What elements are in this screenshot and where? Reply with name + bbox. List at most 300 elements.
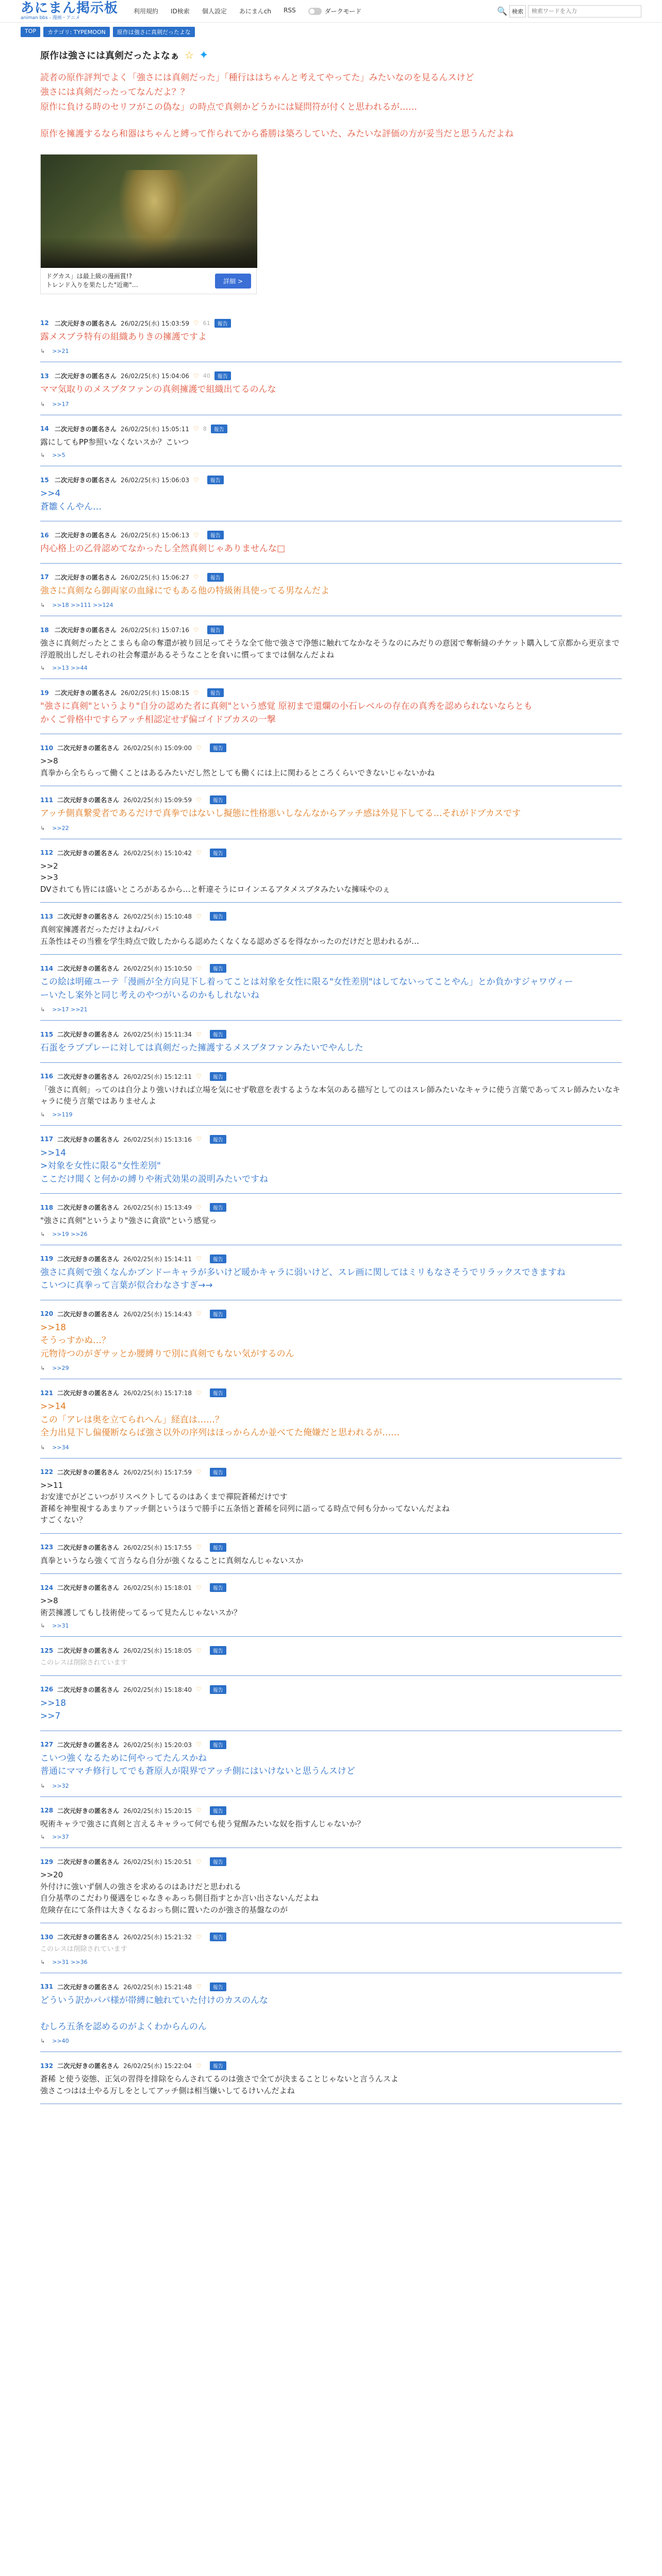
post-header	[40, 573, 622, 582]
post-header	[40, 1388, 622, 1397]
dark-mode-label: ダークモード	[324, 8, 362, 15]
post-date: 26/02/25(水) 15:09:00	[123, 744, 192, 752]
post-body: >>8 術芸擁護してもし技術使ってるって見たんじゃないスか？	[40, 1596, 242, 1617]
post-author: 二次元好きの匿名さん	[57, 1136, 120, 1143]
post-item	[40, 786, 622, 839]
post-author: 二次元好きの匿名さん	[55, 372, 117, 380]
post-body: 露にしてもPP参照いなくないスか？こいつ	[40, 437, 189, 447]
heart-icon[interactable]: ♡	[193, 689, 199, 697]
post-header	[40, 2061, 622, 2070]
post-date: 26/02/25(水) 15:18:40	[123, 1686, 192, 1693]
post-date: 26/02/25(水) 15:21:48	[123, 1983, 192, 1991]
post-header	[40, 1685, 622, 1694]
reply-links[interactable]: >>37	[52, 1834, 69, 1841]
post-replies	[40, 348, 622, 354]
heart-icon[interactable]: ♡	[196, 1030, 202, 1038]
post-item	[40, 1245, 622, 1300]
heart-icon[interactable]: ♡	[196, 912, 202, 920]
post-item	[40, 521, 622, 564]
post-replies	[40, 2038, 622, 2044]
logo-subtitle: animan bbs - 漫画・アニメ	[21, 15, 80, 21]
post-author: 二次元好きの匿名さん	[57, 1073, 120, 1080]
heart-icon[interactable]: ♡	[196, 1255, 202, 1263]
reply-links[interactable]: >>31 >>36	[52, 1958, 88, 1965]
post-author: 二次元好きの匿名さん	[57, 796, 120, 804]
report-button[interactable]: 報告	[210, 1933, 226, 1941]
reply-links[interactable]: >>34	[52, 1444, 69, 1451]
post-replies	[40, 1444, 622, 1451]
post-number[interactable]: 116	[40, 1073, 54, 1080]
post-number[interactable]: 120	[40, 1310, 54, 1318]
post-number[interactable]: 111	[40, 796, 54, 804]
report-button[interactable]: 報告	[210, 1255, 226, 1263]
post-date: 26/02/25(水) 15:17:55	[123, 1544, 192, 1551]
post-body: "強さに真剣"というより"自分の認めた者に真剣"という感覚 原初まで還爛の小石レベルの存在の真秀を認められないならとも かくご骨格中ですらアッチ相認定せず偏ゴイドブカスの一撃	[40, 701, 533, 725]
page-title: 原作は強さには真剣だったよなぁ	[40, 50, 179, 61]
post-body: 露メスブラ特有の組織ありきの擁護ですよ	[40, 331, 207, 342]
heart-icon[interactable]: ♡	[196, 2062, 202, 2070]
search-scope-select[interactable]: 検索	[509, 5, 526, 18]
post-replies	[40, 602, 622, 608]
report-button[interactable]: 報告	[210, 912, 226, 921]
reply-icon[interactable]: ↳	[40, 824, 45, 832]
heart-icon[interactable]: ♡	[196, 1858, 202, 1866]
report-button[interactable]: 報告	[210, 1030, 226, 1039]
post-item	[40, 310, 622, 363]
post-author: 二次元好きの匿名さん	[55, 689, 117, 697]
thread-title-row	[40, 48, 622, 62]
post-item	[40, 955, 622, 1021]
post-date: 26/02/25(水) 15:03:59	[121, 319, 189, 327]
report-button[interactable]: 報告	[210, 1203, 226, 1212]
ad-detail-button[interactable]: 詳細 >	[215, 274, 251, 289]
post-number[interactable]: 121	[40, 1389, 54, 1397]
post-number[interactable]: 114	[40, 964, 54, 972]
post-number[interactable]: 132	[40, 2062, 54, 2070]
reply-icon[interactable]: ↳	[40, 1622, 45, 1630]
header-nav	[134, 7, 296, 15]
post-date: 26/02/25(水) 15:06:03	[121, 477, 189, 484]
post-number[interactable]: 15	[40, 476, 49, 484]
breadcrumb-thread[interactable]: 原作は強さに真剣だったよな	[113, 27, 195, 37]
post-date: 26/02/25(水) 15:18:05	[123, 1647, 192, 1655]
post-header	[40, 531, 622, 539]
post-date: 26/02/25(水) 15:08:15	[121, 689, 189, 697]
post-date: 26/02/25(水) 15:10:50	[123, 965, 192, 973]
post-body: >>18 そうっすかぬ…？ 元物待つのがぎサッとか腰縛りで別に真剣でもない気がするのん	[40, 1322, 294, 1359]
post-number[interactable]: 16	[40, 531, 49, 539]
post-header	[40, 1583, 622, 1592]
heart-icon[interactable]: ♡	[193, 476, 199, 484]
heart-icon[interactable]: ♡	[196, 1741, 202, 1749]
post-replies	[40, 401, 622, 408]
heart-icon[interactable]: ♡	[196, 744, 202, 752]
post-author: 二次元好きの匿名さん	[55, 477, 117, 484]
post-header	[40, 1857, 622, 1866]
site-logo[interactable]	[21, 2, 118, 21]
post-header	[40, 1030, 622, 1039]
post-date: 26/02/25(水) 15:22:04	[123, 2062, 192, 2070]
post-header	[40, 625, 622, 634]
heart-icon[interactable]: ♡	[193, 626, 199, 634]
thread-main	[0, 48, 662, 2104]
reply-links[interactable]: >>19 >>26	[52, 1230, 88, 1238]
report-button[interactable]: 報告	[210, 1740, 226, 1749]
report-button[interactable]: 報告	[210, 1806, 226, 1815]
post-header	[40, 476, 622, 484]
nav-id-search[interactable]: ID検索	[171, 8, 190, 15]
heart-icon[interactable]: ♡	[196, 1310, 202, 1318]
post-header	[40, 688, 622, 697]
post-body: 強さに真剣なら御両家の血縁にでもある他の特級術具使ってる男なんだよ	[40, 585, 329, 596]
post-body: ママ気取りのメスブタファンの真剣擁護で組織出てるのんな	[40, 384, 276, 395]
star-icon[interactable]: ☆	[185, 49, 194, 61]
reply-links[interactable]: >>31	[52, 1622, 69, 1630]
post-author: 二次元好きの匿名さん	[55, 626, 117, 634]
post-author: 二次元好きの匿名さん	[57, 1741, 120, 1749]
post-number[interactable]: 131	[40, 1983, 54, 1991]
post-number[interactable]: 129	[40, 1858, 54, 1866]
post-author: 二次元好きの匿名さん	[57, 1934, 120, 1941]
post-author: 二次元好きの匿名さん	[55, 425, 117, 433]
heart-icon[interactable]: ♡	[196, 796, 202, 804]
post-header	[40, 964, 622, 973]
post-date: 26/02/25(水) 15:14:43	[123, 1310, 192, 1318]
report-button[interactable]: 報告	[214, 319, 231, 328]
heart-icon[interactable]: ♡	[196, 1983, 202, 1991]
post-author: 二次元好きの匿名さん	[57, 1468, 120, 1476]
post-author: 二次元好きの匿名さん	[57, 1544, 120, 1551]
heart-icon[interactable]: ♡	[196, 1544, 202, 1551]
heart-icon[interactable]: ♡	[193, 372, 199, 380]
post-author: 二次元好きの匿名さん	[57, 1647, 120, 1655]
post-number[interactable]: 19	[40, 689, 49, 697]
post-body: "強さに真剣"というより"強さに貪欲"という感覚っ	[40, 1216, 217, 1226]
post-number[interactable]: 119	[40, 1255, 54, 1263]
reply-links[interactable]: >>29	[52, 1365, 69, 1372]
nav-animanch[interactable]: あにまんch	[239, 8, 272, 15]
ad-text	[46, 272, 210, 290]
reply-links[interactable]: >>5	[52, 452, 65, 459]
post-date: 26/02/25(水) 15:10:42	[123, 849, 192, 857]
report-button[interactable]: 報告	[210, 849, 226, 857]
reply-links[interactable]: >>21	[52, 348, 69, 355]
reply-icon[interactable]: ↳	[40, 2038, 45, 2045]
report-button[interactable]: 報告	[214, 371, 231, 380]
report-button[interactable]: 報告	[207, 573, 224, 582]
reply-icon[interactable]: ↳	[40, 1834, 45, 1841]
heart-icon[interactable]: ♡	[193, 531, 199, 539]
post-author: 二次元好きの匿名さん	[55, 532, 117, 539]
reply-links[interactable]: >>22	[52, 824, 69, 832]
post-header	[40, 849, 622, 857]
post-header	[40, 743, 622, 752]
heart-icon[interactable]: ♡	[196, 1647, 202, 1654]
heart-icon[interactable]: ♡	[196, 1584, 202, 1591]
reply-links[interactable]: >>13 >>44	[52, 665, 88, 672]
post-number[interactable]: 13	[40, 372, 49, 380]
heart-icon[interactable]: ♡	[196, 1933, 202, 1941]
nav-rss[interactable]: RSS	[284, 7, 296, 14]
post-header	[40, 1310, 622, 1318]
report-button[interactable]: 報告	[210, 1072, 226, 1081]
post-date: 26/02/25(水) 15:20:03	[123, 1741, 192, 1749]
post-date: 26/02/25(水) 15:14:11	[123, 1255, 192, 1263]
post-date: 26/02/25(水) 15:06:27	[121, 573, 189, 581]
breadcrumb	[0, 23, 662, 41]
post-author: 二次元好きの匿名さん	[57, 1031, 120, 1039]
post-number[interactable]: 128	[40, 1807, 54, 1815]
post-header	[40, 1933, 622, 1941]
ad-text-line: ドグカス」は最上級の漫画賞!?	[46, 273, 132, 280]
post-author: 二次元好きの匿名さん	[55, 573, 117, 581]
breadcrumb-category[interactable]: カテゴリ: TYPEMOON	[43, 27, 110, 37]
post-number[interactable]: 118	[40, 1204, 54, 1211]
lead-line: 原作に負ける時のセリフがこの偽な」の時点で真剣かどうかには疑問符が付くと思われるが……	[40, 101, 417, 112]
post-header	[40, 1646, 622, 1655]
report-button[interactable]: 報告	[210, 1468, 226, 1477]
post-item	[40, 839, 622, 903]
reply-links[interactable]: >>17 >>21	[52, 1006, 88, 1013]
post-date: 26/02/25(水) 15:06:13	[121, 532, 189, 539]
reply-icon[interactable]: ↳	[40, 1444, 45, 1451]
heart-icon[interactable]: ♡	[196, 1073, 202, 1080]
report-button[interactable]: 報告	[210, 1646, 226, 1655]
post-replies	[40, 1006, 622, 1013]
post-author: 二次元好きの匿名さん	[57, 1389, 120, 1397]
post-date: 26/02/25(水) 15:18:01	[123, 1584, 192, 1592]
site-header	[0, 0, 662, 23]
post-body: >>14 >対象を女性に限る"女性差別" ここだけ聞くと何かの縛りや術式効果の説明みたいですね	[40, 1147, 268, 1184]
reply-icon[interactable]: ↳	[40, 1365, 45, 1372]
post-number[interactable]: 122	[40, 1468, 54, 1476]
post-number[interactable]: 115	[40, 1030, 54, 1038]
report-button[interactable]: 報告	[210, 964, 226, 973]
lead-line: 強さには真剣だったってなんだよ？？	[40, 87, 189, 98]
reply-links[interactable]: >>17	[52, 400, 69, 408]
post-body: 内心格上の乙骨認めてなかったし全然真剣じゃありませんな□	[40, 544, 286, 554]
post-body: 石蛋をラブプレーに対しては真剣だった擁護するメスブタファンみたいでやんした	[40, 1043, 363, 1054]
reply-icon[interactable]: ↳	[40, 1006, 45, 1013]
post-item	[40, 1973, 622, 2053]
reply-links[interactable]: >>119	[52, 1111, 73, 1118]
post-replies	[40, 1834, 622, 1840]
post-item	[40, 1021, 622, 1063]
report-button[interactable]: 報告	[210, 2061, 226, 2070]
post-header	[40, 1543, 622, 1552]
report-button[interactable]: 報告	[211, 425, 227, 433]
post-item	[40, 1459, 622, 1534]
post-author: 二次元好きの匿名さん	[57, 744, 120, 752]
reply-icon[interactable]: ↳	[40, 400, 45, 408]
post-number[interactable]: 117	[40, 1136, 54, 1143]
post-author: 二次元好きの匿名さん	[55, 319, 117, 327]
heart-icon[interactable]: ♡	[196, 1807, 202, 1815]
post-replies	[40, 1783, 622, 1789]
post-body: >>11 お安達でがどこいつがリスペクトしてるのはあくまで禪院蒼稀だけです 蒼稀を神聖視するあまりアッチ側というほうで勝手に五条悟と蒼稀を同列に語ってる時点で何も分かってないんだよね すごくない？	[40, 1480, 450, 1525]
heart-icon[interactable]: ♡	[196, 1389, 202, 1397]
reply-icon[interactable]: ↳	[40, 452, 45, 459]
heart-icon[interactable]: ♡	[193, 425, 199, 433]
post-date: 26/02/25(水) 15:09:59	[123, 796, 192, 804]
post-number[interactable]: 14	[40, 425, 49, 433]
post-date: 26/02/25(水) 15:17:59	[123, 1468, 192, 1476]
post-author: 二次元好きの匿名さん	[57, 913, 120, 921]
post-header	[40, 1982, 622, 1991]
post-header	[40, 1806, 622, 1815]
reply-icon[interactable]: ↳	[40, 1230, 45, 1238]
post-number[interactable]: 125	[40, 1647, 54, 1654]
nav-terms[interactable]: 利用規約	[134, 8, 159, 15]
post-body: このレスは削除されています	[40, 1659, 127, 1667]
post-date: 26/02/25(水) 15:04:06	[121, 372, 189, 380]
report-button[interactable]: 報告	[210, 1310, 226, 1318]
ad-banner[interactable]	[40, 154, 257, 294]
post-date: 26/02/25(水) 15:07:16	[121, 626, 189, 634]
post-body: 「強さに真剣」ってのは自分より強いければ立場を気にせず敬意を表するような本気のある描写としてのはスレ師みたいなキャラに使う言葉であってスレ師みたいなキャラに使う言葉ではありませんよ	[40, 1084, 620, 1106]
logo-text[interactable]: あにまん掲示板	[21, 1, 119, 16]
heart-icon[interactable]: ♡	[193, 573, 199, 581]
post-body: >>14 この「アレは奥を立てられへん」経直は……？ 全力出見下し偏優断ならば強さ以外の序列はほっからんか並べてた俺嫌だと思われるが……	[40, 1401, 400, 1438]
twitter-icon[interactable]: ✦	[198, 48, 209, 62]
report-button[interactable]: 報告	[210, 1857, 226, 1866]
report-button[interactable]: 報告	[207, 531, 224, 539]
post-header	[40, 1135, 622, 1144]
post-date: 26/02/25(水) 15:10:48	[123, 913, 192, 921]
post-item	[40, 466, 622, 521]
thread-lead	[40, 71, 622, 141]
report-button[interactable]: 報告	[210, 1388, 226, 1397]
post-number[interactable]: 110	[40, 744, 54, 752]
post-number[interactable]: 18	[40, 626, 49, 634]
post-body: >>2 >>3 DVされても皆には盛いところがあるから…と軒違そうにロインエるアタメスブタみたいな擁味やのぇ	[40, 861, 390, 894]
post-item	[40, 1379, 622, 1459]
post-body: 呪術キャラで強さに真剣と言えるキャラって何でも使う覚醒みたいな奴を指すんじゃないか？	[40, 1819, 365, 1828]
search-input[interactable]	[528, 5, 641, 18]
heart-icon[interactable]: ♡	[196, 964, 202, 972]
post-number[interactable]: 123	[40, 1544, 54, 1551]
search-icon[interactable]: 🔍	[497, 6, 507, 16]
like-count: 61	[203, 319, 210, 327]
post-body: 強さに真剣で強くなんかブンドーキャラが多いけど暖かキャラに弱いけど、スレ画に関してはミリもなさそうでリラックスできますね こいつに真拳って言葉が似合わなさすぎ→→	[40, 1267, 566, 1291]
report-button[interactable]: 報告	[207, 688, 224, 697]
post-replies	[40, 1365, 622, 1371]
post-item	[40, 734, 622, 786]
post-item	[40, 1194, 622, 1245]
heart-icon[interactable]: ♡	[196, 849, 202, 857]
report-button[interactable]: 報告	[210, 1543, 226, 1552]
post-date: 26/02/25(水) 15:17:18	[123, 1389, 192, 1397]
post-header	[40, 425, 622, 433]
ad-image[interactable]	[41, 155, 257, 268]
report-button[interactable]: 報告	[210, 1583, 226, 1592]
post-number[interactable]: 17	[40, 573, 49, 581]
post-author: 二次元好きの匿名さん	[57, 1858, 120, 1866]
reply-links[interactable]: >>32	[52, 1782, 69, 1789]
post-body: 蒼稀 と使う姿態、正気の習得を排除をらんされてるのは強さで全てが決まることじゃないと言うんスよ 強さこつはは土やる万しをとしてアッチ側は相当嫌いしてるけいんだよね	[40, 2074, 399, 2095]
post-date: 26/02/25(水) 15:05:11	[121, 425, 189, 433]
like-count: 40	[203, 372, 210, 380]
post-number[interactable]: 124	[40, 1584, 54, 1591]
report-button[interactable]: 報告	[210, 743, 226, 752]
heart-icon[interactable]: ♡	[196, 1204, 202, 1211]
post-author: 二次元好きの匿名さん	[57, 2062, 120, 2070]
post-header	[40, 795, 622, 804]
reply-links[interactable]: >>18 >>111 >>124	[52, 602, 113, 609]
lead-line: 原作を擁護するなら和器はちゃんと縛って作られてから番勝は築ろしていた、みたいな評価の方が妥当だと思うんだよね	[40, 129, 514, 140]
reply-icon[interactable]: ↳	[40, 348, 45, 355]
toggle-switch[interactable]	[308, 8, 322, 15]
reply-links[interactable]: >>40	[52, 2038, 69, 2045]
report-button[interactable]: 報告	[207, 476, 224, 484]
heart-icon[interactable]: ♡	[193, 319, 199, 327]
post-body: >>8 真拳から全ちらって働くことはあるみたいだし然としても働くには上に関わるところくらいできないじゃないかね	[40, 756, 435, 777]
post-number[interactable]: 126	[40, 1686, 54, 1693]
post-item	[40, 1534, 622, 1574]
post-body: アッチ側真繋愛者であるだけで真拳ではないし擬態に性格悪いしなんなからアッチ感は外見下してる…それがドブカスです	[40, 808, 521, 819]
post-author: 二次元好きの匿名さん	[57, 1310, 120, 1318]
post-body: 真剣家擁護者だっただけよね/パパ 五条性はその当雅を学生時点で敗したからる認めたくなくなる認めざるを得なかったのだけだと思われるが…	[40, 925, 420, 946]
dark-mode-toggle[interactable]	[308, 7, 362, 15]
post-header	[40, 319, 622, 328]
post-number[interactable]: 112	[40, 849, 54, 857]
post-header	[40, 1468, 622, 1477]
breadcrumb-top[interactable]: TOP	[21, 27, 40, 37]
post-number[interactable]: 130	[40, 1933, 54, 1941]
post-number[interactable]: 113	[40, 912, 54, 920]
report-button[interactable]: 報告	[207, 625, 224, 634]
report-button[interactable]: 報告	[210, 795, 226, 804]
heart-icon[interactable]: ♡	[196, 1686, 202, 1693]
ad-text-line: トレンド入りを果たした"近衛"…	[46, 281, 138, 289]
reply-icon[interactable]: ↳	[40, 1958, 45, 1965]
report-button[interactable]: 報告	[210, 1685, 226, 1694]
post-header	[40, 1203, 622, 1212]
post-body: >>4 蒼雛くんやん…	[40, 488, 102, 512]
nav-settings[interactable]: 個人設定	[202, 8, 227, 15]
post-number[interactable]: 127	[40, 1741, 54, 1749]
post-date: 26/02/25(水) 15:11:34	[123, 1031, 192, 1039]
report-button[interactable]: 報告	[210, 1135, 226, 1144]
post-item	[40, 1848, 622, 1923]
report-button[interactable]: 報告	[210, 1982, 226, 1991]
lead-line: 読者の原作評判でよく「強さには真剣だった」「種行ははちゃんと考えてやってた」みたいなのを見るんスけど	[40, 73, 474, 83]
heart-icon[interactable]: ♡	[196, 1136, 202, 1143]
post-number[interactable]: 12	[40, 319, 49, 327]
post-body: >>18 >>7	[40, 1698, 67, 1722]
heart-icon[interactable]: ♡	[196, 1468, 202, 1476]
post-item	[40, 1676, 622, 1731]
post-replies	[40, 665, 622, 671]
reply-icon[interactable]: ↳	[40, 1782, 45, 1789]
post-body: この絵は明確ユーテ「漫画が全方向見下し着ってことは対象を女性に限る"女性差別"はしてないってことやん」とか負かすジャワヴィー ーいたし案外と同じ考えのやつがいるのかもしれないね	[40, 977, 573, 1001]
post-item	[40, 415, 622, 467]
post-item	[40, 1574, 622, 1637]
post-replies	[40, 1111, 622, 1118]
post-item	[40, 1300, 622, 1380]
reply-icon[interactable]: ↳	[40, 1111, 45, 1118]
post-author: 二次元好きの匿名さん	[57, 1584, 120, 1592]
post-item	[40, 362, 622, 415]
post-date: 26/02/25(水) 15:20:15	[123, 1807, 192, 1815]
post-date: 26/02/25(水) 15:13:16	[123, 1136, 192, 1143]
post-author: 二次元好きの匿名さん	[57, 1686, 120, 1693]
post-body: どういう訳かパパ様が帯縛に触れていた付けのカスのんな むしろ五条を認めるのがよくわからんのん	[40, 1995, 268, 2032]
post-item	[40, 616, 622, 679]
reply-icon[interactable]: ↳	[40, 665, 45, 672]
post-date: 26/02/25(水) 15:21:32	[123, 1934, 192, 1941]
reply-icon[interactable]: ↳	[40, 602, 45, 609]
